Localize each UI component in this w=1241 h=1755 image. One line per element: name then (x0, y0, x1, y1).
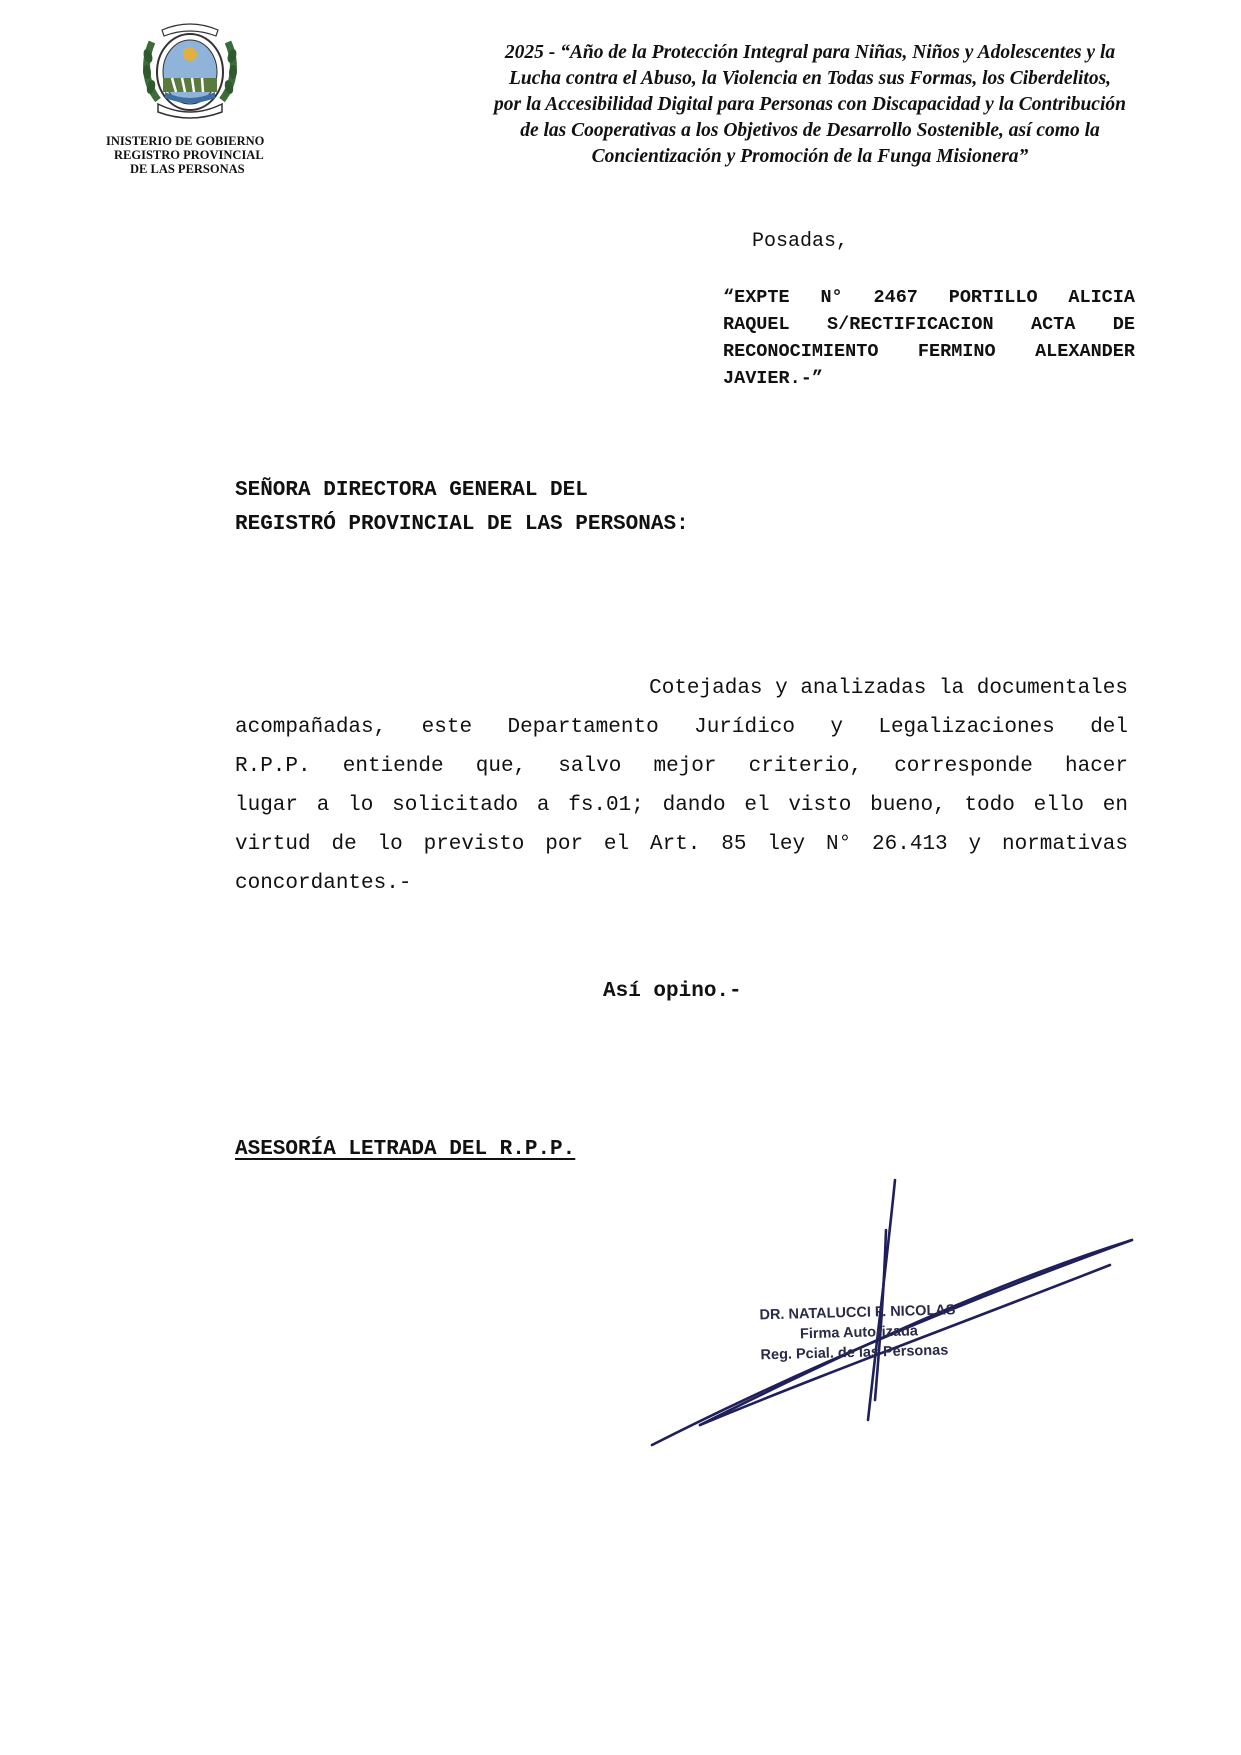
addressee-line: REGISTRÓ PROVINCIAL DE LAS PERSONAS: (235, 513, 689, 536)
case-reference-line: “EXPTE N° 2467 PORTILLO ALICIA (723, 287, 1135, 308)
year-motto (440, 40, 1180, 170)
ministry-header (106, 134, 286, 176)
motto-line: Concientización y Promoción de la Funga Misionera” (591, 146, 1029, 167)
paragraph-line: R.P.P. entiende que, salvo mejor criterio, corresponde hacer (235, 755, 1128, 778)
paragraph-line: Cotejadas y analizadas la documentales (649, 677, 1128, 700)
opinion-paragraph (235, 669, 1128, 903)
provincial-coat-of-arms-icon (140, 20, 240, 120)
office-signature-title: ASESORÍA LETRADA DEL R.P.P. (235, 1138, 576, 1161)
signer-office: Reg. Pcial. de las Personas (760, 1342, 949, 1364)
closing-statement: Así opino.- (603, 980, 742, 1003)
paragraph-line: lugar a lo solicitado a fs.01; dando el visto bueno, todo ello en (235, 794, 1128, 817)
paragraph-line: acompañadas, este Departamento Jurídico y Legalizaciones del (235, 716, 1128, 739)
addressee-line: SEÑORA DIRECTORA GENERAL DEL (235, 479, 588, 502)
signer-name: DR. NATALUCCI F. NICOLAS (759, 1302, 956, 1324)
motto-line: Lucha contra el Abuso, la Violencia en Todas sus Formas, los Ciberdelitos, (508, 68, 1112, 89)
ministry-line: INISTERIO DE GOBIERNO (106, 134, 265, 148)
motto-line: por la Accesibilidad Digital para Personas con Discapacidad y la Contribución (494, 94, 1126, 115)
paragraph-line: concordantes.- (235, 872, 412, 895)
place-date: Posadas, (752, 230, 849, 253)
addressee (235, 474, 689, 542)
motto-line: 2025 - “Año de la Protección Integral para Niñas, Niños y Adolescentes y la (504, 42, 1116, 63)
motto-line: de las Cooperativas a los Objetivos de Desarrollo Sostenible, así como la (520, 120, 1100, 141)
case-reference-line: JAVIER.-” (723, 368, 823, 389)
case-reference-line: RAQUEL S/RECTIFICACION ACTA DE (723, 314, 1135, 335)
case-reference-line: RECONOCIMIENTO FERMINO ALEXANDER (723, 341, 1135, 362)
registry-subline: DE LAS PERSONAS (130, 162, 245, 176)
paragraph-line: virtud de lo previsto por el Art. 85 ley N° 26.413 y normativas (235, 833, 1128, 856)
signature-stamp (759, 1299, 1020, 1366)
registry-line: REGISTRO PROVINCIAL (114, 148, 264, 162)
case-reference (723, 284, 1135, 392)
signer-role: Firma Autorizada (799, 1323, 919, 1343)
